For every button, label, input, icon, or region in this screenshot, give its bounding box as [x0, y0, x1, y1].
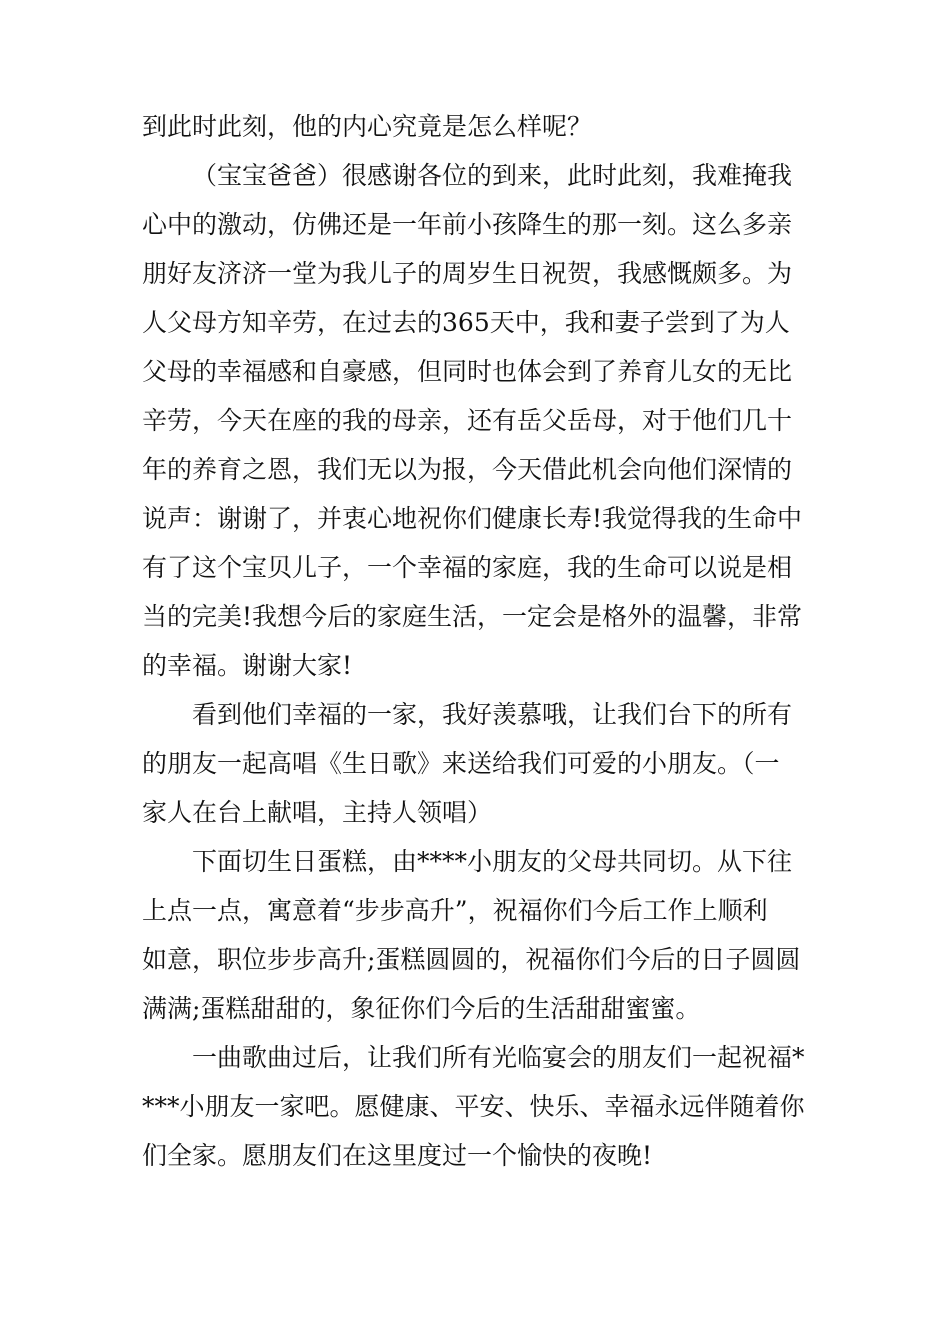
text-line: （宝宝爸爸）很感谢各位的到来，此时此刻，我难掩我	[192, 161, 793, 190]
text-line: 父母的幸福感和自豪感，但同时也体会到了养育儿女的无比	[142, 357, 793, 386]
text-line: 家人在台上献唱，主持人领唱）	[142, 798, 493, 827]
text-line: 人父母方知辛劳，在过去的365天中，我和妻子尝到了为人	[142, 308, 790, 337]
text-line: ***小朋友一家吧。愿健康、平安、快乐、幸福永远伴随着你	[142, 1092, 805, 1121]
text-line: 们全家。愿朋友们在这里度过一个愉快的夜晚!	[142, 1141, 653, 1170]
text-line: 当的完美!我想今后的家庭生活，一定会是格外的温馨，非常	[142, 602, 803, 631]
text-line: 年的养育之恩，我们无以为报，今天借此机会向他们深情的	[142, 455, 793, 484]
text-line: 的朋友一起高唱《生日歌》来送给我们可爱的小朋友。（一	[142, 749, 780, 778]
paragraph-3	[142, 690, 818, 837]
text-line: 辛劳，今天在座的我的母亲，还有岳父岳母，对于他们几十	[142, 406, 793, 435]
text-line: 如意，职位步步高升;蛋糕圆圆的，祝福你们今后的日子圆圆	[142, 945, 801, 974]
text-line: 的幸福。谢谢大家!	[142, 651, 353, 680]
text-line: 有了这个宝贝儿子，一个幸福的家庭，我的生命可以说是相	[142, 553, 793, 582]
text-line: 一曲歌曲过后，让我们所有光临宴会的朋友们一起祝福*	[192, 1043, 805, 1072]
text-line: 朋好友济济一堂为我儿子的周岁生日祝贺，我感慨颇多。为	[142, 259, 793, 288]
text-line: 说声：谢谢了，并衷心地祝你们健康长寿!我觉得我的生命中	[142, 504, 803, 533]
paragraph-5	[142, 1033, 818, 1180]
paragraph-1	[142, 102, 818, 151]
text-line: 上点一点，寓意着“步步高升”，祝福你们今后工作上顺利	[142, 896, 768, 925]
document-body	[142, 102, 818, 1180]
text-line: 满满;蛋糕甜甜的，象征你们今后的生活甜甜蜜蜜。	[142, 994, 701, 1023]
text-line: 下面切生日蛋糕，由****小朋友的父母共同切。从下往	[192, 847, 793, 876]
text-line: 看到他们幸福的一家，我好羡慕哦，让我们台下的所有	[192, 700, 793, 729]
text-line: 心中的激动，仿佛还是一年前小孩降生的那一刻。这么多亲	[142, 210, 793, 239]
text-line: 到此时此刻，他的内心究竟是怎么样呢？	[142, 112, 593, 141]
paragraph-4	[142, 837, 818, 1033]
paragraph-2	[142, 151, 818, 690]
